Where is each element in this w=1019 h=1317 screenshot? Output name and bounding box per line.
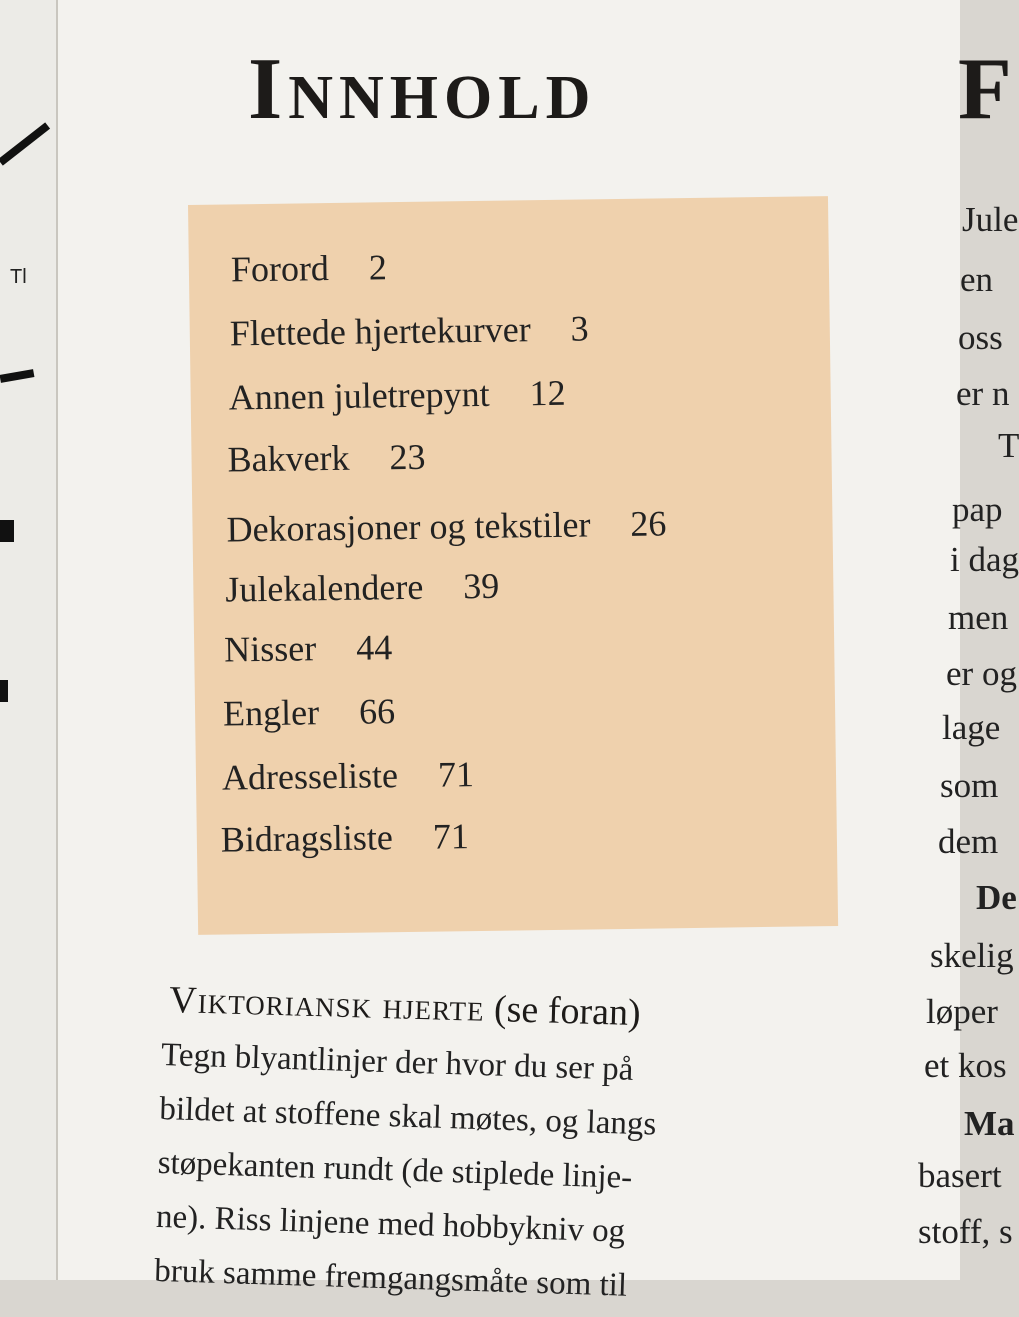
right-page-fragment: stoff, s	[918, 1212, 1013, 1251]
right-page-fragment: T	[998, 426, 1019, 465]
left-page-text-fragment: Tl	[10, 266, 27, 288]
toc-item-page: 39	[462, 565, 500, 607]
book-page	[58, 0, 1019, 1304]
toc-item-page: 44	[355, 627, 393, 668]
right-page-fragment: i dag	[950, 540, 1019, 579]
toc-item-title: Bakverk	[227, 437, 350, 480]
toc-list	[188, 196, 828, 860]
right-page-fragment: skelig	[930, 936, 1014, 975]
instruction-text	[154, 1028, 762, 1317]
toc-item-page: 71	[432, 816, 470, 857]
text-line: Tegn blyantlinjer der hvor du ser på	[160, 1036, 634, 1088]
toc-item	[221, 815, 470, 860]
toc-item-title: Flettede hjertekurver	[229, 309, 531, 354]
right-page-fragment: et kos	[924, 1046, 1007, 1085]
right-page-fragment: som	[940, 766, 999, 805]
left-page-line	[0, 369, 34, 383]
text-line: bildet at stoffene skal møtes, og langs	[158, 1090, 657, 1143]
toc-item-page: 66	[358, 691, 396, 732]
right-page-fragment: Jule	[962, 200, 1019, 239]
toc-item	[228, 372, 565, 419]
right-page-fragment: dem	[938, 822, 999, 861]
right-page-fragment: men	[948, 598, 1009, 637]
right-page-fragment: Ma	[964, 1104, 1015, 1143]
text-line: støpekanten rundt (de stiplede linje-	[157, 1144, 633, 1196]
right-page-fragment: løper	[926, 992, 998, 1031]
right-page-fragment: basert	[918, 1156, 1002, 1195]
table-of-contents	[188, 196, 838, 935]
right-page-fragment: oss	[958, 318, 1003, 357]
text-line: ne). Riss linjene med hobbykniv og	[155, 1198, 626, 1250]
toc-item-page: 12	[529, 372, 566, 414]
left-page-line	[0, 122, 50, 165]
toc-item-page: 3	[570, 308, 589, 349]
toc-item-title: Engler	[222, 692, 320, 734]
section-title-suffix: (se foran)	[493, 988, 642, 1035]
toc-item-title: Annen juletrepynt	[228, 373, 490, 418]
section-title-main: Viktoriansk hjerte	[168, 978, 486, 1030]
right-page-heading-fragment: F	[958, 41, 1012, 138]
left-page-mark	[0, 680, 8, 702]
toc-item-title: Forord	[230, 248, 330, 290]
toc-item	[227, 436, 426, 481]
section-title	[169, 978, 642, 1035]
toc-item-title: Adresseliste	[221, 755, 399, 798]
left-page-mark	[0, 520, 14, 542]
toc-item	[225, 565, 499, 611]
toc-item	[226, 502, 666, 550]
toc-item	[224, 626, 393, 670]
page-title: Innhold	[248, 41, 597, 138]
toc-item-page: 26	[630, 503, 667, 544]
right-page-fragment: er og	[946, 654, 1017, 693]
right-page-fragment: lage	[942, 708, 1001, 747]
toc-item	[222, 753, 475, 799]
toc-item	[230, 307, 589, 354]
toc-item-title: Nisser	[223, 628, 317, 670]
toc-item-title: Julekalendere	[225, 566, 424, 610]
left-page-edge	[0, 0, 58, 1280]
right-page-fragment: er n	[956, 374, 1010, 413]
toc-item	[223, 690, 396, 734]
toc-item-page: 2	[368, 247, 388, 288]
toc-item-title: Dekorasjoner og tekstiler	[226, 504, 591, 550]
right-page-fragment: De	[976, 878, 1017, 917]
toc-item-title: Bidragsliste	[220, 817, 394, 860]
right-page-fragment: en	[960, 260, 994, 299]
toc-item-page: 23	[389, 436, 426, 478]
toc-item	[231, 246, 388, 290]
right-page-fragment: pap	[952, 490, 1003, 529]
text-line: bruk samme fremgangsmåte som til	[153, 1252, 628, 1304]
toc-item-page: 71	[437, 754, 475, 795]
